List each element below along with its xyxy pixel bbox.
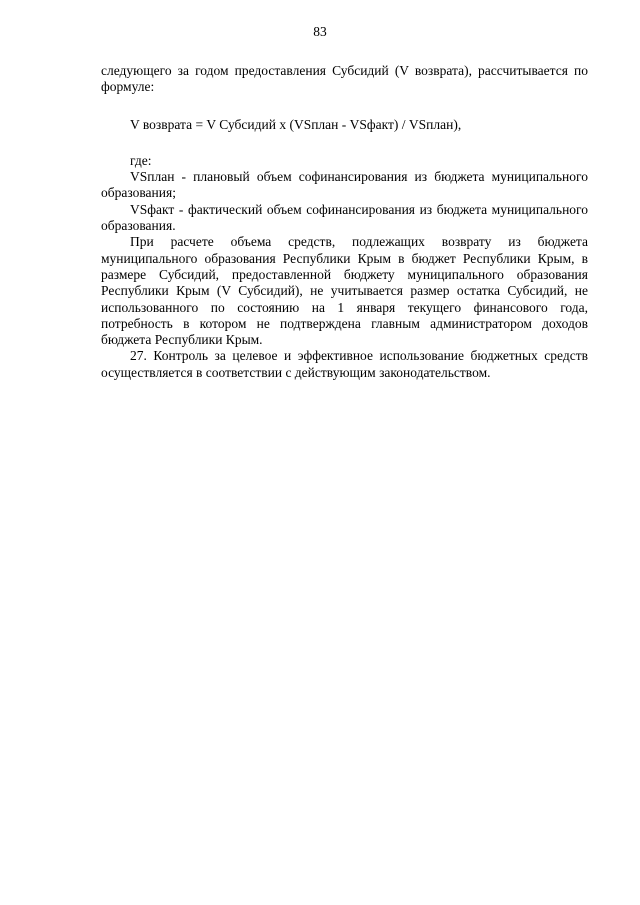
paragraph-where: где:	[130, 152, 152, 168]
formula: V возврата = V Субсидий х (VSплан - VSфакт) / VSплан),	[130, 116, 462, 132]
page-number: 83	[313, 24, 327, 39]
paragraph-intro: следующего за годом предоставления Субсидий (V возврата), рассчитывается по формуле:	[101, 63, 588, 95]
paragraph-27: 27. Контроль за целевое и эффективное использование бюджетных средств осуществляется в соответствии с действующим законодательством.	[101, 348, 588, 380]
definition-vsfakt: VSфакт - фактический объем софинансирования из бюджета муниципального образования.	[101, 201, 588, 234]
paragraph-calculation: При расчете объема средств, подлежащих возврату из бюджета муниципального образования Республики Крым в бюджет Республики Крым, в размере Субсидий, предоставленной бюджету муниципального образования Республики Крым (V Субсидий), не учитывается размер остатка Субсидий, не использованного по состоянию на 1 января текущего финансового года, потребность в котором не подтверждена главным администратором доходов бюджета Республики Крым.	[101, 234, 588, 348]
definition-vsplan: VSплан - плановый объем софинансирования из бюджета муниципального образования;	[101, 169, 588, 201]
document-body	[101, 63, 588, 381]
